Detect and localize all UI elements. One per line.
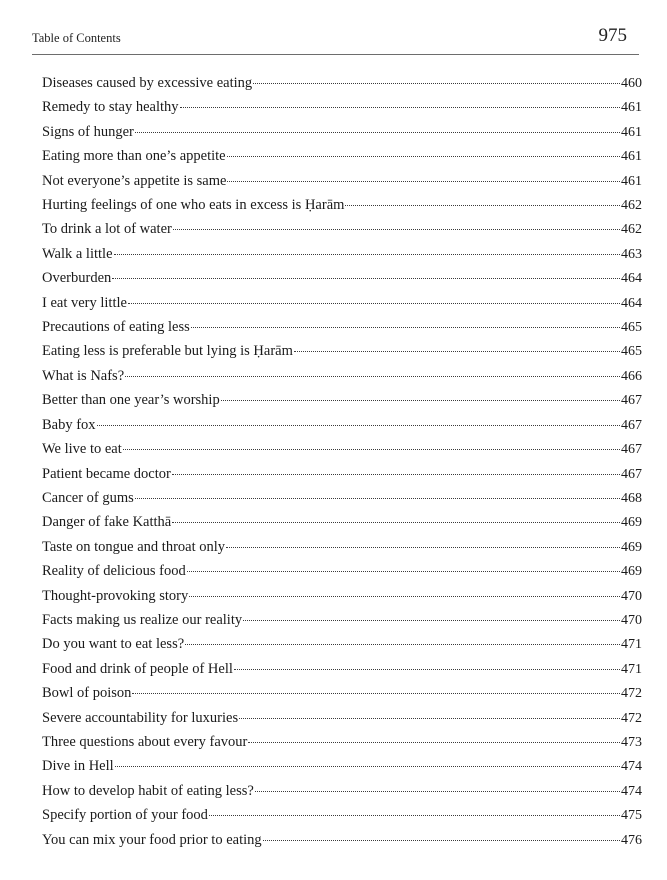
toc-entry[interactable] [42, 339, 642, 363]
dot-leader [112, 278, 620, 279]
toc-entry-title: Diseases caused by excessive eating [42, 75, 253, 91]
dot-leader [123, 449, 620, 450]
toc-entry-page-number: 470 [621, 588, 642, 604]
dot-leader [255, 791, 620, 792]
toc-entry[interactable] [42, 706, 642, 730]
toc-entry-page-number: 468 [621, 490, 642, 506]
toc-entry-page-number: 472 [621, 686, 642, 702]
toc-entry-title: Not everyone’s appetite is same [42, 172, 227, 189]
toc-entry-title: You can mix your food prior to eating [42, 831, 262, 848]
dot-leader [227, 156, 620, 157]
toc-entry[interactable] [42, 632, 642, 656]
toc-entry-page-number: 470 [621, 612, 642, 628]
toc-entry[interactable] [42, 144, 642, 168]
toc-entry-page-number: 467 [621, 442, 642, 458]
toc-entry-title: Patient became doctor [42, 465, 171, 482]
toc-entry-page-number: 469 [621, 564, 642, 580]
toc-entry[interactable] [42, 803, 642, 827]
toc-entry-title: Hurting feelings of one who eats in excess is Ḥarām [42, 197, 345, 214]
toc-entry-page-number: 474 [621, 759, 642, 775]
toc-entry-page-number: 461 [621, 124, 642, 140]
toc-entry[interactable] [42, 559, 642, 583]
toc-entry-title: Precautions of eating less [42, 319, 190, 336]
dot-leader [128, 303, 620, 304]
toc-entry-title: Thought-provoking story [42, 587, 189, 604]
toc-entry[interactable] [42, 266, 642, 290]
toc-entry-title: Severe accountability for luxuries [42, 709, 239, 726]
toc-entry-page-number: 467 [621, 417, 642, 433]
toc-entry[interactable] [42, 681, 642, 705]
dot-leader [173, 229, 620, 230]
dot-leader [180, 107, 620, 108]
dot-leader [172, 522, 620, 523]
toc-entry-title: What is Nafs? [42, 367, 125, 384]
running-head: Table of Contents [32, 31, 121, 45]
toc-entry-page-number: 467 [621, 393, 642, 409]
toc-entry-page-number: 464 [621, 271, 642, 287]
dot-leader [263, 840, 620, 841]
toc-entry-title: Better than one year’s worship [42, 392, 220, 409]
toc-entry-page-number: 465 [621, 320, 642, 336]
dot-leader [294, 351, 620, 352]
toc-entry-page-number: 474 [621, 783, 642, 799]
toc-entry[interactable] [42, 120, 642, 144]
toc-entry-page-number: 471 [621, 661, 642, 677]
toc-entry[interactable] [42, 462, 642, 486]
dot-leader [243, 620, 620, 621]
toc-entry[interactable] [42, 413, 642, 437]
toc-entry-page-number: 464 [621, 295, 642, 311]
page-number: 975 [598, 25, 627, 46]
toc-entry-page-number: 469 [621, 515, 642, 531]
toc-entry[interactable] [42, 510, 642, 534]
dot-leader [114, 254, 620, 255]
toc-entry[interactable] [42, 535, 642, 559]
toc-entry-page-number: 475 [621, 808, 642, 824]
toc-entry-title: Overburden [42, 270, 112, 287]
table-of-contents-list [42, 71, 642, 852]
toc-entry-title: Cancer of gums [42, 489, 134, 506]
toc-entry-title: Signs of hunger [42, 123, 134, 140]
dot-leader [125, 376, 620, 377]
toc-entry-title: Bowl of poison [42, 685, 132, 702]
toc-entry-title: Eating less is preferable but lying is Ḥarām [42, 343, 293, 360]
toc-entry-page-number: 461 [621, 149, 642, 165]
dot-leader [221, 400, 620, 401]
toc-entry[interactable] [42, 315, 642, 339]
dot-leader [97, 425, 620, 426]
toc-entry[interactable] [42, 169, 642, 193]
toc-entry-page-number: 473 [621, 734, 642, 750]
dot-leader [248, 742, 620, 743]
toc-entry-page-number: 461 [621, 100, 642, 116]
toc-entry-page-number: 460 [621, 76, 642, 91]
dot-leader [226, 547, 620, 548]
toc-entry-page-number: 471 [621, 637, 642, 653]
toc-entry-title: Reality of delicious food [42, 563, 186, 580]
toc-entry-page-number: 465 [621, 344, 642, 360]
dot-leader [172, 474, 620, 475]
toc-entry-title: We live to eat [42, 441, 122, 458]
toc-entry[interactable] [42, 657, 642, 681]
toc-entry-title: Do you want to eat less? [42, 636, 185, 653]
toc-entry[interactable] [42, 71, 642, 95]
toc-entry[interactable] [42, 437, 642, 461]
toc-entry-title: Walk a little [42, 245, 113, 262]
toc-entry[interactable] [42, 779, 642, 803]
dot-leader [191, 327, 620, 328]
toc-entry-page-number: 476 [621, 832, 642, 848]
dot-leader [189, 596, 620, 597]
toc-entry[interactable] [42, 193, 642, 217]
toc-entry[interactable] [42, 291, 642, 315]
toc-entry[interactable] [42, 217, 642, 241]
dot-leader [209, 815, 620, 816]
toc-entry[interactable] [42, 608, 642, 632]
toc-entry[interactable] [42, 242, 642, 266]
dot-leader [115, 766, 620, 767]
toc-entry-title: Taste on tongue and throat only [42, 538, 226, 555]
toc-entry[interactable] [42, 486, 642, 510]
dot-leader [135, 498, 620, 499]
toc-entry-title: Remedy to stay healthy [42, 99, 179, 116]
toc-entry[interactable] [42, 754, 642, 778]
dot-leader [132, 693, 620, 694]
toc-entry-page-number: 466 [621, 368, 642, 384]
toc-entry[interactable] [42, 828, 642, 852]
toc-entry[interactable] [42, 584, 642, 608]
toc-entry-page-number: 461 [621, 173, 642, 189]
toc-entry-page-number: 462 [621, 222, 642, 238]
toc-entry-title: Specify portion of your food [42, 807, 208, 824]
toc-entry-title: Danger of fake Katthā [42, 514, 172, 531]
toc-entry[interactable] [42, 388, 642, 412]
toc-entry-title: Three questions about every favour [42, 733, 248, 750]
toc-entry-title: Facts making us realize our reality [42, 611, 243, 628]
toc-entry-page-number: 462 [621, 198, 642, 214]
toc-entry-title: To drink a lot of water [42, 221, 172, 238]
toc-entry-page-number: 469 [621, 539, 642, 555]
toc-entry-title: Dive in Hell [42, 758, 114, 775]
toc-entry[interactable] [42, 364, 642, 388]
dot-leader [187, 571, 620, 572]
toc-entry-page-number: 463 [621, 246, 642, 262]
toc-entry-title: Eating more than one’s appetite [42, 148, 226, 165]
toc-entry[interactable] [42, 95, 642, 119]
dot-leader [253, 83, 620, 84]
dot-leader [345, 205, 620, 206]
toc-entry-title: Baby fox [42, 416, 96, 433]
page-header [32, 22, 639, 55]
toc-entry-title: I eat very little [42, 294, 127, 311]
toc-entry-page-number: 472 [621, 710, 642, 726]
toc-entry-title: How to develop habit of eating less? [42, 782, 254, 799]
dot-leader [135, 132, 620, 133]
toc-entry-title: Food and drink of people of Hell [42, 660, 233, 677]
dot-leader [239, 718, 620, 719]
dot-leader [185, 644, 620, 645]
dot-leader [227, 181, 620, 182]
toc-entry[interactable] [42, 730, 642, 754]
dot-leader [234, 669, 620, 670]
toc-entry-page-number: 467 [621, 466, 642, 482]
